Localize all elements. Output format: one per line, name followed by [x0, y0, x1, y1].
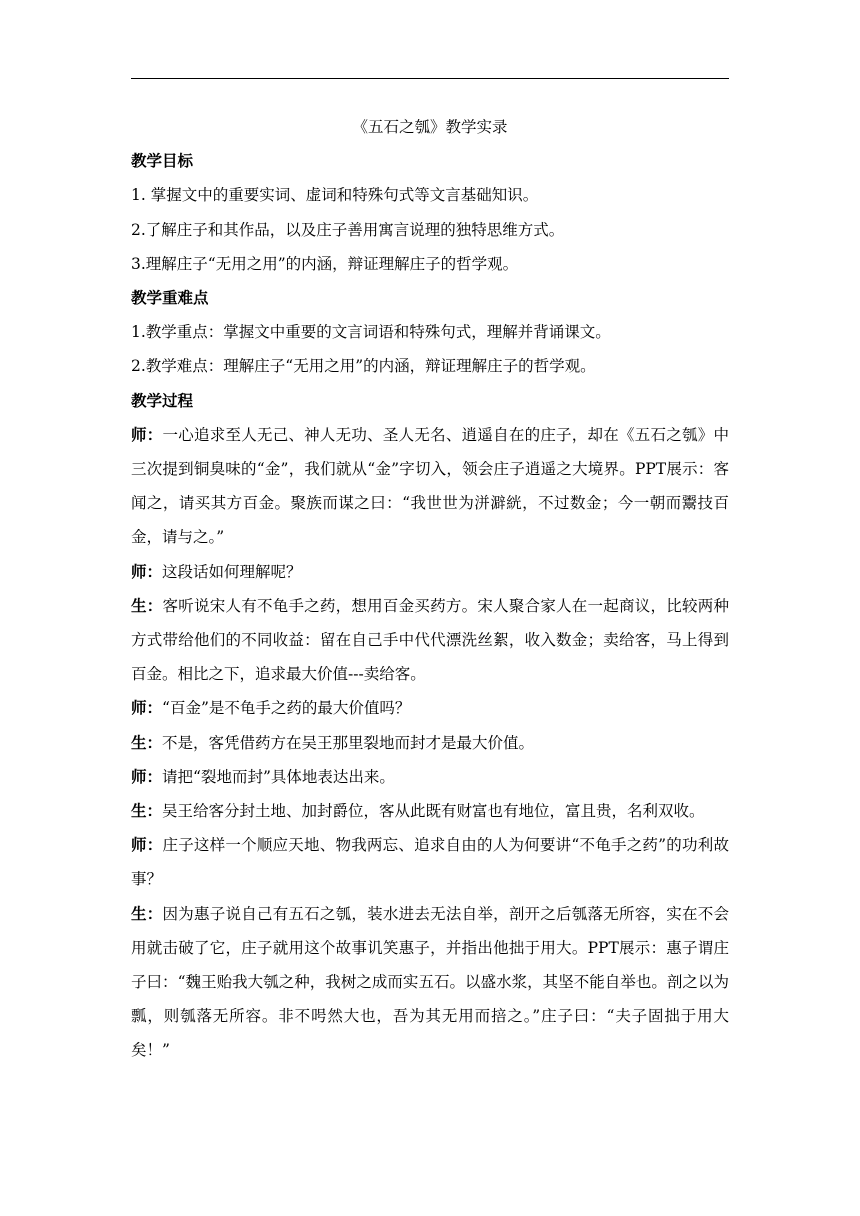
- dialogue-paragraph: [131, 589, 729, 692]
- speaker-label: 生：: [131, 801, 163, 821]
- key-point-item: 2.教学难点：理解庄子“无用之用”的内涵，辩证理解庄子的哲学观。: [131, 357, 596, 376]
- dialogue-paragraph: [131, 760, 729, 794]
- dialogue-text: 不是，客凭借药方在吴王那里裂地而封才是最大价值。: [162, 733, 535, 752]
- dialogue-paragraph: [131, 418, 729, 555]
- speaker-label: 师：: [131, 561, 163, 581]
- document-title: 《五石之瓠》教学实录: [352, 118, 508, 136]
- dialogue-text: 吴王给客分封土地、加封爵位，客从此既有财富也有地位，富且贵，名利双收。: [162, 802, 705, 821]
- section-heading-key-points: 教学重难点: [131, 288, 209, 308]
- document-body: [131, 104, 729, 1068]
- speaker-label: 师：: [131, 835, 163, 855]
- speaker-label: 师：: [131, 698, 163, 718]
- key-point-item: 1.教学重点：掌握文中重要的文言词语和特殊句式，理解并背诵课文。: [131, 323, 611, 342]
- dialogue-paragraph: [131, 794, 729, 828]
- dialogue-paragraph: [131, 897, 729, 1068]
- speaker-label: 生：: [131, 903, 163, 923]
- objective-item: 2.了解庄子和其作品，以及庄子善用寓言说理的独特思维方式。: [131, 220, 565, 239]
- dialogue-paragraph: [131, 691, 729, 725]
- dialogue-paragraph: [131, 726, 729, 760]
- dialogue-paragraph: [131, 555, 729, 589]
- header-rule: [131, 78, 729, 79]
- dialogue-paragraph: [131, 828, 729, 896]
- section-heading-process: 教学过程: [131, 390, 194, 410]
- dialogue-text: 客听说宋人有不龟手之药，想用百金买药方。宋人聚合家人在一起商议，比较两种方式带给他们的不同收益：留在自己手中代代漂洗丝絮，收入数金；卖给客，马上得到百金。相比之下，追求最大价值---卖给客。: [131, 596, 729, 684]
- dialogue-text: 庄子这样一个顺应天地、物我两忘、追求自由的人为何要讲“不龟手之药”的功利故事？: [131, 836, 729, 889]
- dialogue-text: 因为惠子说自己有五石之瓠，装水进去无法自举，剖开之后瓠落无所容，实在不会用就击破了它，庄子就用这个故事讥笑惠子，并指出他拙于用大。PPT展示：惠子谓庄子曰：“魏王贻我大瓠之种，我树之成而实五石。以盛水浆，其坚不能自举也。剖之以为瓢，则瓠落无所容。非不呺然大也，吾为其无用而掊之。”庄子曰：“夫子固拙于用大矣！”: [131, 904, 729, 1060]
- objective-item: 3.理解庄子“无用之用”的内涵，辩证理解庄子的哲学观。: [131, 254, 519, 273]
- dialogue-text: “百金”是不龟手之药的最大价值吗？: [162, 699, 411, 718]
- speaker-label: 师：: [131, 424, 163, 444]
- dialogue-text: 这段话如何理解呢？: [162, 562, 302, 581]
- speaker-label: 生：: [131, 595, 163, 615]
- dialogue-text: 请把“裂地而封”具体地表达出来。: [162, 767, 395, 786]
- section-heading-objectives: 教学目标: [131, 151, 194, 171]
- speaker-label: 生：: [131, 732, 163, 752]
- objective-item: 1. 掌握文中的重要实词、虚词和特殊句式等文言基础知识。: [131, 186, 539, 205]
- speaker-label: 师：: [131, 766, 163, 786]
- dialogue-text: 一心追求至人无己、神人无功、圣人无名、逍遥自在的庄子，却在《五石之瓠》中三次提到铜臭味的“金”，我们就从“金”字切入，领会庄子逍遥之大境界。PPT展示：客闻之，请买其方百金。聚族而谋之曰：“我世世为洴澼絖，不过数金；今一朝而鬻技百金，请与之。”: [131, 425, 729, 547]
